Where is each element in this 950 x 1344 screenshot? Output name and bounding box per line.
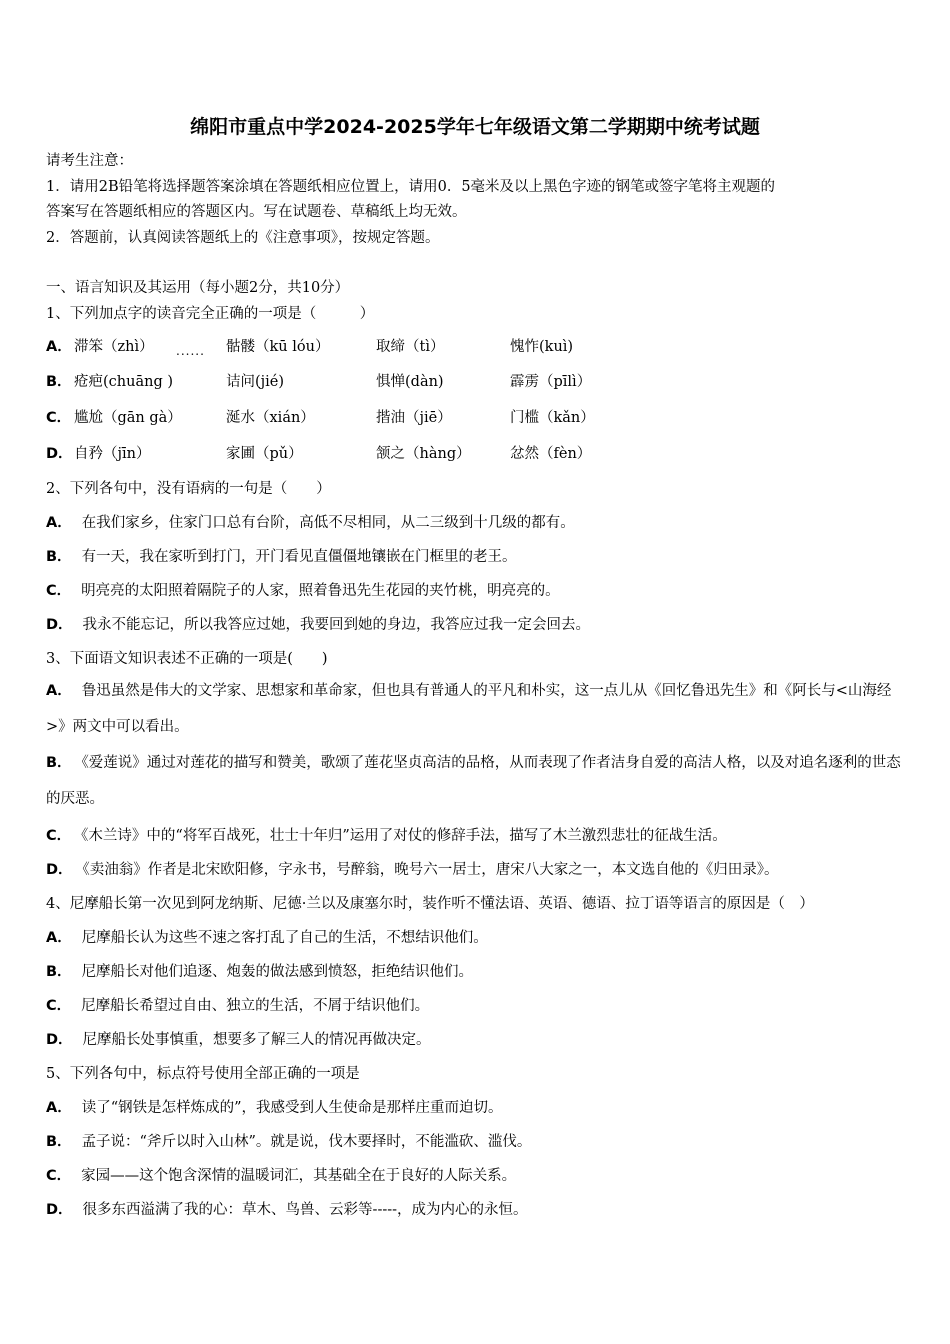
option-text: 读了“钢铁是怎样炼成的”，我感受到人生使命是那样庄重而迫切。 xyxy=(81,1100,503,1116)
question-5-option-a xyxy=(46,1096,908,1117)
option-label: B． xyxy=(46,1134,72,1150)
question-1-row-c xyxy=(46,406,908,430)
option-label: C． xyxy=(46,828,72,844)
option-text: 明亮亮的太阳照着隔院子的人家，照着鲁迅先生花园的夹竹桃，明亮亮的。 xyxy=(81,583,560,599)
question-3-option-b xyxy=(46,745,908,817)
question-3-option-d xyxy=(46,858,908,879)
notice-item-1-line-2: 答案写在答题纸相应的答题区内。写在试题卷、草稿纸上均无效。 xyxy=(46,204,467,220)
option-label: C． xyxy=(46,998,72,1014)
option-label: D． xyxy=(46,862,73,878)
question-5-stem: 5、下列各句中，标点符号使用全部正确的一项是 xyxy=(46,1066,360,1082)
option-word: 自矜（jīn） xyxy=(74,446,151,462)
question-2-option-d xyxy=(46,613,908,634)
option-text: 我永不能忘记，所以我答应过她，我要回到她的身边，我答应过我一定会回去。 xyxy=(82,617,591,633)
notice-heading: 请考生注意： xyxy=(46,153,133,169)
option-label: D． xyxy=(46,1032,73,1048)
option-word: 霹雳（pīlì） xyxy=(510,374,592,390)
option-word: 愧怍(kuì) xyxy=(510,339,574,355)
option-label: B． xyxy=(46,755,72,771)
option-label: C． xyxy=(46,1168,72,1184)
option-text: 家园——这个饱含深情的温暖词汇，其基础全在于良好的人际关系。 xyxy=(81,1168,517,1184)
question-4-option-d xyxy=(46,1028,908,1049)
option-label: A． xyxy=(46,339,72,355)
option-label: B． xyxy=(46,374,72,390)
option-label: B． xyxy=(46,549,72,565)
option-label: D． xyxy=(46,446,73,462)
question-5-option-d xyxy=(46,1198,908,1219)
option-word: 滞笨（zhì） xyxy=(74,339,154,355)
option-word: 诘问(jié) xyxy=(226,374,285,390)
option-text: 在我们家乡，住家门口总有台阶，高低不尽相同，从二三级到十几级的都有。 xyxy=(81,515,575,531)
option-word: 颔之（hàng） xyxy=(376,446,471,462)
option-text: 尼摩船长希望过自由、独立的生活，不屑于结识他们。 xyxy=(81,998,430,1014)
option-word: 忿然（fèn） xyxy=(510,446,592,462)
option-word: 尴尬（gān gà） xyxy=(74,410,182,426)
option-label: B． xyxy=(46,964,72,980)
question-3-option-a xyxy=(46,673,908,745)
option-text: 很多东西溢满了我的心：草木、鸟兽、云彩等-----，成为内心的永恒。 xyxy=(82,1202,528,1218)
option-word: 揩油（jiē） xyxy=(376,410,452,426)
question-5-option-c xyxy=(46,1164,908,1185)
notice-item-1-line-1: 1．请用2B铅笔将选择题答案涂填在答题纸相应位置上，请用0．5毫米及以上黑色字迹的钢笔或签字笔将主观题的 xyxy=(46,179,776,195)
question-4-option-c xyxy=(46,994,908,1015)
question-1-row-b xyxy=(46,370,908,394)
page-title: 绵阳市重点中学2024-2025学年七年级语文第二学期期中统考试题 xyxy=(190,116,760,138)
question-4-stem: 4、尼摩船长第一次见到阿龙纳斯、尼德·兰以及康塞尔时，装作听不懂法语、英语、德语、拉丁语等语言的原因是（ ） xyxy=(46,896,814,912)
option-label: A． xyxy=(46,1100,72,1116)
question-3-stem: 3、下面语文知识表述不正确的一项是( ) xyxy=(46,651,328,667)
option-label: D． xyxy=(46,1202,73,1218)
option-label: C． xyxy=(46,410,72,426)
option-word: 门槛（kǎn） xyxy=(510,410,595,426)
option-label: D． xyxy=(46,617,73,633)
question-4-option-a xyxy=(46,926,908,947)
option-text: 尼摩船长对他们追逐、炮轰的做法感到愤怒，拒绝结识他们。 xyxy=(81,964,474,980)
notice-item-2: 2．答题前，认真阅读答题纸上的《注意事项》，按规定答题。 xyxy=(46,230,440,246)
question-3-option-c xyxy=(46,824,908,845)
option-word: 取缔（tì） xyxy=(376,339,445,355)
option-text: 尼摩船长处事慎重，想要多了解三人的情况再做决定。 xyxy=(82,1032,431,1048)
option-text: 《木兰诗》中的“将军百战死，壮士十年归”运用了对仗的修辞手法，描写了木兰激烈悲壮的征战生活。 xyxy=(81,828,727,844)
option-word: 疮疤(chuāng ) xyxy=(74,374,173,390)
option-label: A． xyxy=(46,930,72,946)
question-2-option-c xyxy=(46,579,908,600)
option-word: 骷髅（kū lóu） xyxy=(226,339,330,355)
option-text: 尼摩船长认为这些不速之客打乱了自己的生活，不想结识他们。 xyxy=(81,930,488,946)
section-1-heading: 一、语言知识及其运用（每小题2分，共10分） xyxy=(46,280,350,296)
question-4-option-b xyxy=(46,960,908,981)
option-label: C． xyxy=(46,583,72,599)
option-label: A． xyxy=(46,683,72,699)
question-2-option-b xyxy=(46,545,908,566)
option-text: 《爱莲说》通过对莲花的描写和赞美，歌颂了莲花坚贞高洁的品格，从而表现了作者洁身自爱的高洁人格，以及对追名逐利的世态的厌恶。 xyxy=(46,755,901,807)
question-1-row-d xyxy=(46,442,908,466)
option-text: 有一天，我在家听到打门，开门看见直僵僵地镶嵌在门框里的老王。 xyxy=(81,549,517,565)
option-text: 孟子说：“斧斤以时入山林”。就是说，伐木要择时，不能滥砍、滥伐。 xyxy=(81,1134,532,1150)
option-text: 鲁迅虽然是伟大的文学家、思想家和革命家，但也具有普通人的平凡和朴实，这一点儿从《回忆鲁迅先生》和《阿长与<山海经>》两文中可以看出。 xyxy=(46,683,892,735)
option-text: 《卖油翁》作者是北宋欧阳修，字永书，号醉翁，晚号六一居士，唐宋八大家之一，本文选自他的《归田录》。 xyxy=(82,862,779,878)
question-2-stem: 2、下列各句中，没有语病的一句是（ ） xyxy=(46,481,331,497)
option-word: 惧惮(dàn) xyxy=(376,374,444,390)
emphasis-dots: ...... xyxy=(176,344,205,358)
question-2-option-a xyxy=(46,511,908,532)
option-word: 家圃（pǔ） xyxy=(226,446,303,462)
option-label: A． xyxy=(46,515,72,531)
question-1-stem: 1、下列加点字的读音完全正确的一项是（ ） xyxy=(46,306,375,322)
question-5-option-b xyxy=(46,1130,908,1151)
option-word: 涎水（xián） xyxy=(226,410,315,426)
